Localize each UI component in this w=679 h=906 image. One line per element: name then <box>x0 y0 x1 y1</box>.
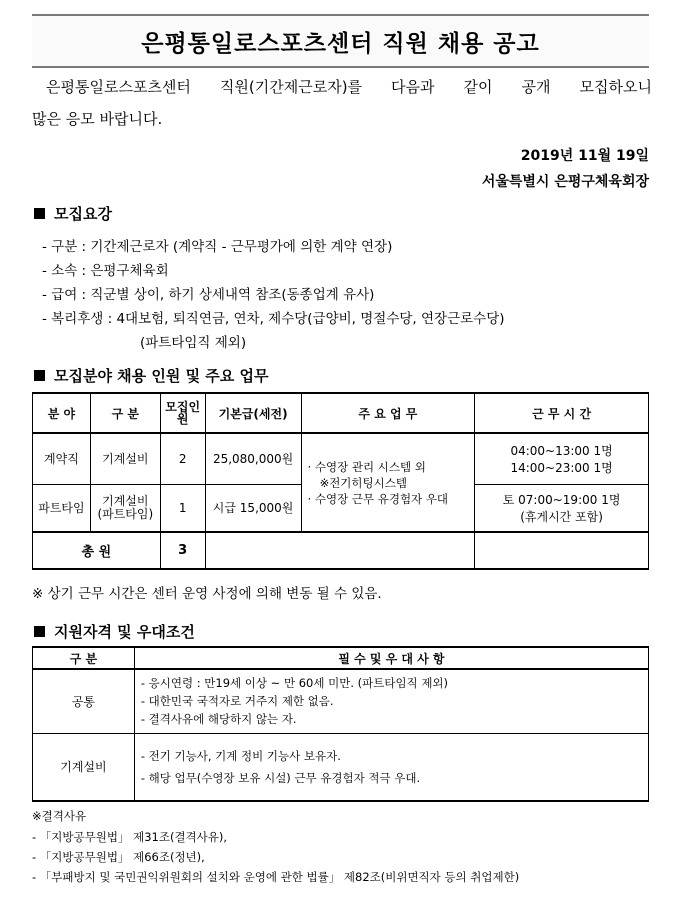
cell-count: 2 <box>160 433 205 484</box>
section-heading-qualifications <box>34 621 195 642</box>
total-label: 총 원 <box>33 532 161 569</box>
positions-table <box>32 392 649 570</box>
cell-salary: 시급 15,000원 <box>205 484 301 532</box>
empty-cell <box>205 532 475 569</box>
column-header: 모집인원 <box>160 393 205 433</box>
cell-requirements <box>134 733 648 801</box>
section-heading-positions <box>34 365 268 386</box>
title-bar <box>32 14 649 68</box>
disqualification-item: - 「부패방지 및 국민권익위원회의 설치와 운영에 관한 법률」 제82조(비위면직자 등의 취업제한) <box>32 870 520 884</box>
requirement-line: - 결격사유에 해당하지 않는 자. <box>140 712 297 727</box>
cell-field: 파트타임 <box>33 484 91 532</box>
cell-duties <box>301 433 475 532</box>
column-header: 필 수 및 우 대 사 항 <box>134 647 648 669</box>
page-title: 은평통일로스포츠센터 직원 채용 공고 <box>141 31 540 57</box>
disqualification-item: - 「지방공무원법」 제66조(정년), <box>32 850 205 864</box>
column-header: 기본급(세전) <box>205 393 301 433</box>
section-heading-text: 지원자격 및 우대조건 <box>54 623 195 641</box>
square-bullet-icon <box>34 626 45 637</box>
intro-line-2: 많은 응모 바랍니다. <box>32 110 163 128</box>
table-row <box>33 433 649 484</box>
intro-line-1: 은평통일로스포츠센터 직원(기간제근로자)를 다음과 같이 공개 모집하오니 <box>46 78 652 96</box>
hours-line: 04:00~13:00 1명 <box>510 443 613 458</box>
requirement-line: - 대한민국 국적자로 거주지 제한 없음. <box>140 694 334 709</box>
cell-hours <box>475 484 649 532</box>
total-count: 3 <box>160 532 205 569</box>
cell-category <box>90 484 160 532</box>
section-heading-recruitment <box>34 203 112 224</box>
column-header: 분 야 <box>33 393 91 433</box>
recruitment-item: - 급여 : 직군별 상이, 하기 상세내역 참조(동종업계 유사) <box>42 287 375 303</box>
table-row <box>33 669 649 733</box>
category-line: 기계설비 <box>102 493 149 508</box>
cell-category: 기계설비 <box>33 733 135 801</box>
duty-line: ※전기히팅시스템 <box>319 475 407 490</box>
category-line: (파트타임) <box>97 506 154 521</box>
column-header: 근 무 시 간 <box>475 393 649 433</box>
disqualification-item: - 「지방공무원법」 제31조(결격사유), <box>32 830 228 844</box>
cell-category: 기계설비 <box>90 433 160 484</box>
requirement-line: - 해당 업무(수영장 보유 시설) 근무 유경험자 적극 우대. <box>140 770 421 785</box>
column-header: 주 요 업 무 <box>301 393 475 433</box>
cell-field: 계약직 <box>33 433 91 484</box>
announcement-date: 2019년 11월 19일 <box>520 148 649 164</box>
hours-line: (휴게시간 포함) <box>520 509 603 524</box>
recruitment-item: - 구분 : 기간제근로자 (계약직 - 근무평가에 의한 계약 연장) <box>42 239 393 255</box>
cell-hours <box>475 433 649 484</box>
duty-line: · 수영장 관리 시스템 외 <box>307 459 426 474</box>
cell-salary: 25,080,000원 <box>205 433 301 484</box>
section-heading-text: 모집요강 <box>54 205 112 223</box>
cell-count: 1 <box>160 484 205 532</box>
qualifications-table <box>32 646 649 802</box>
recruitment-item-note: (파트타임직 제외) <box>140 335 247 351</box>
column-header: 구 분 <box>33 647 135 669</box>
table-row <box>33 733 649 801</box>
schedule-note: ※ 상기 근무 시간은 센터 운영 사정에 의해 변동 될 수 있음. <box>32 586 382 602</box>
total-row <box>33 532 649 569</box>
column-header: 구 분 <box>90 393 160 433</box>
recruitment-item: - 복리후생 : 4대보험, 퇴직연금, 연차, 제수당(급양비, 명절수당, 연장근로수당) <box>42 311 505 327</box>
recruitment-item: - 소속 : 은평구체육회 <box>42 263 169 279</box>
table-header-row <box>33 393 649 433</box>
square-bullet-icon <box>34 370 45 381</box>
requirement-line: - 응시연령 : 만19세 이상 ~ 만 60세 미만. (파트타임직 제외) <box>140 676 449 691</box>
section-heading-text: 모집분야 채용 인원 및 주요 업무 <box>54 367 269 385</box>
square-bullet-icon <box>34 208 45 219</box>
hours-line: 토 07:00~19:00 1명 <box>502 492 621 507</box>
requirement-line: - 전기 기능사, 기계 정비 기능사 보유자. <box>140 748 341 763</box>
empty-cell <box>475 532 649 569</box>
duty-line: · 수영장 근무 유경험자 우대 <box>307 491 449 506</box>
disqualification-heading: ※결격사유 <box>32 809 87 823</box>
organization-name: 서울특별시 은평구체육회장 <box>481 174 649 190</box>
cell-category: 공통 <box>33 669 135 733</box>
hours-line: 14:00~23:00 1명 <box>510 460 613 475</box>
cell-requirements <box>134 669 648 733</box>
table-header-row <box>33 647 649 669</box>
